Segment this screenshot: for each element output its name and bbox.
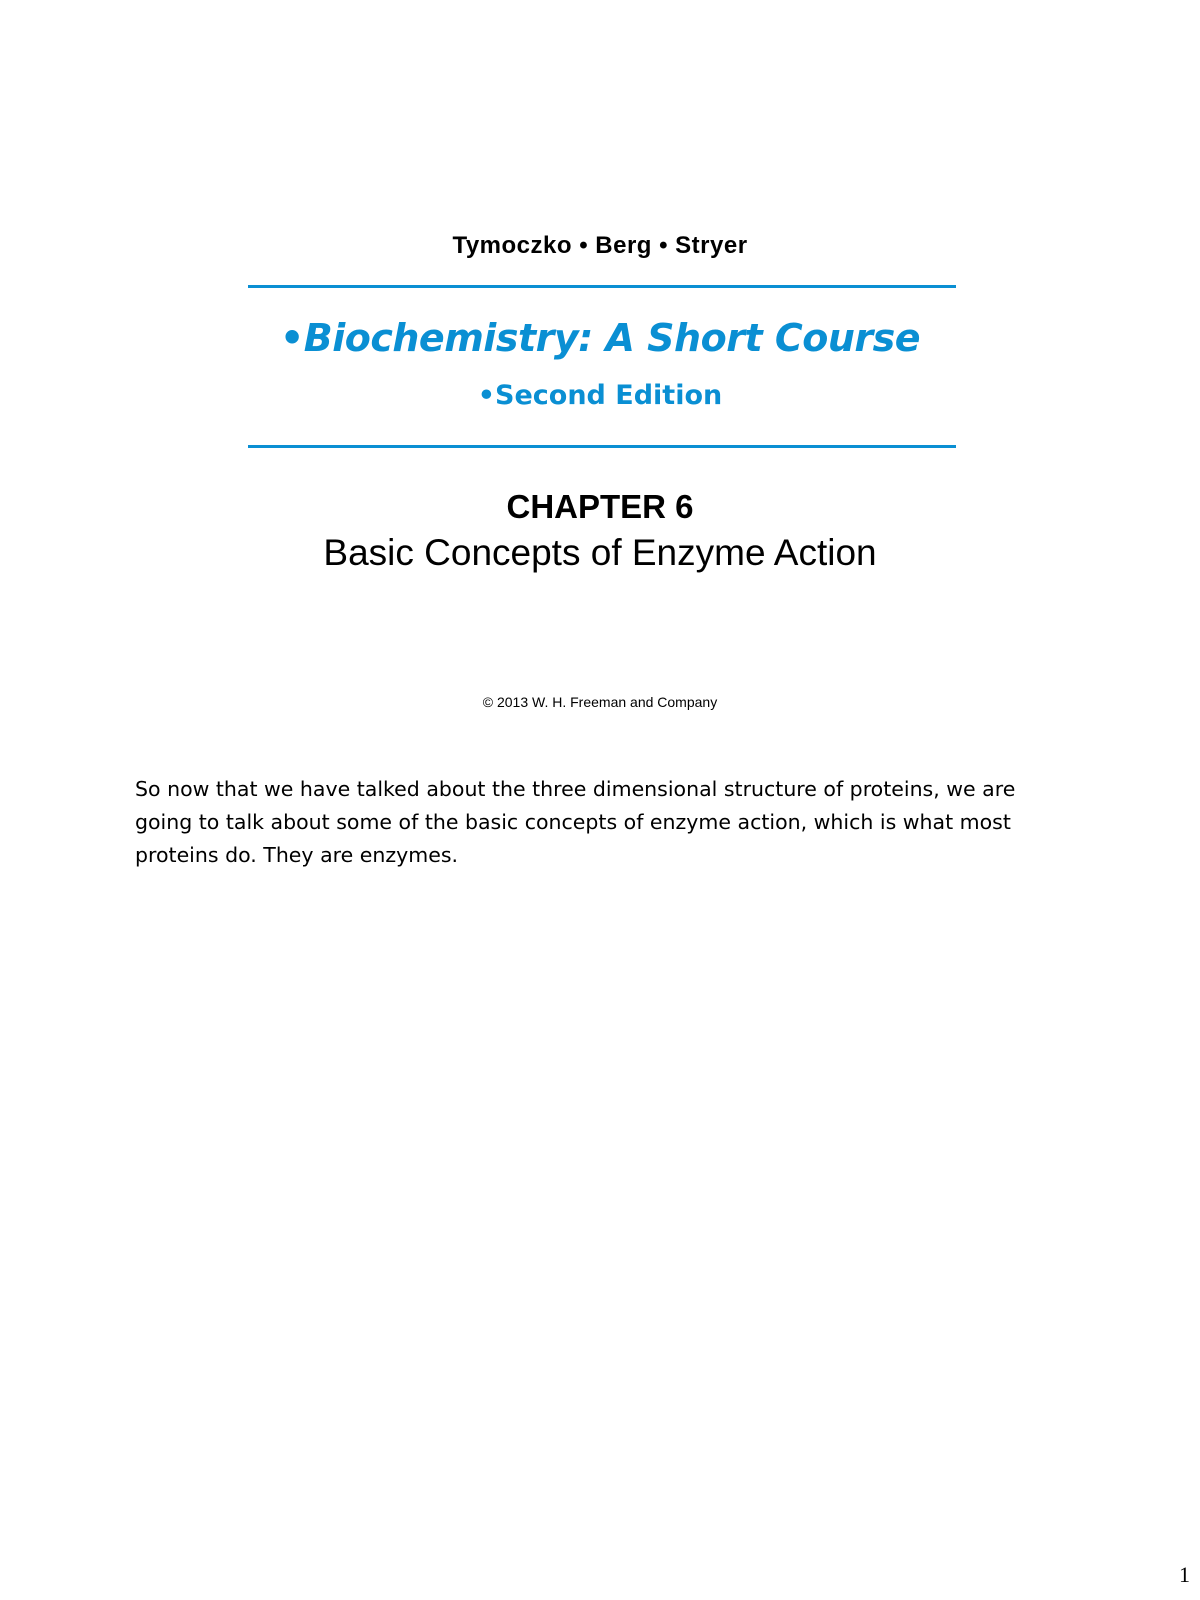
bottom-divider: [248, 445, 956, 448]
copyright-notice: © 2013 W. H. Freeman and Company: [482, 694, 718, 710]
page-number: 1: [1179, 1562, 1190, 1587]
lecture-notes: So now that we have talked about the three dimensional structure of proteins, we are going to talk about some of the basic concepts of enzyme action, which is what most proteins do. They are enzymes.: [135, 777, 1016, 867]
chapter-label: CHAPTER 6: [506, 488, 694, 525]
slide-authors: Tymoczko • Berg • Stryer: [452, 232, 748, 259]
book-title: •Biochemistry: A Short Course: [279, 316, 921, 360]
top-divider: [248, 285, 956, 288]
edition-label: •Second Edition: [477, 380, 723, 411]
chapter-title: Basic Concepts of Enzyme Action: [323, 532, 877, 573]
